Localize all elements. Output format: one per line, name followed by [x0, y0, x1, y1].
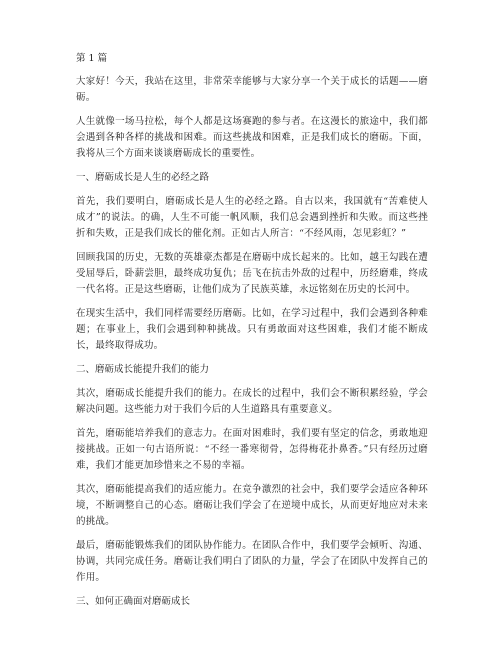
section-heading: 三、如何正确面对磨砺成长: [76, 596, 191, 607]
paragraph: 最后，磨砺能锻炼我们的团队协作能力。在团队合作中，我们要学会倾听、沟通、协调，共同完成任务。磨砺让我们明白了团队的力量，学会了在团队中发挥自己的作用。: [76, 540, 428, 583]
paragraph: 首先，磨砺能培养我们的意志力。在面对困难时，我们要有坚定的信念，勇敢地迎接挑战。正如一句古语所说：“不经一番寒彻骨，怎得梅花扑鼻香。”只有经历过磨难，我们才能更加珍惜来之不易的幸福。: [76, 428, 428, 471]
section-heading: 一、磨砺成长是人生的必经之路: [76, 172, 210, 183]
page-label: 第 1 篇: [76, 53, 108, 64]
paragraph: 首先，我们要明白，磨砺成长是人生的必经之路。自古以来，我国就有“苦难使人成才”的说法。的确，人生不可能一帆风顺，我们总会遇到挫折和失败。而这些挫折和失败，正是我们成长的催化剂。正如古人所言：“不经风雨，怎见彩虹？”: [76, 196, 428, 239]
paragraph: 其次，磨砺成长能提升我们的能力。在成长的过程中，我们会不断积累经验，学会解决问题。这些能力对于我们今后的人生道路具有重要意义。: [76, 388, 428, 415]
paragraph: 回顾我国的历史，无数的英雄豪杰都是在磨砺中成长起来的。比如，越王勾践在遭受屈辱后，卧薪尝胆，最终成功复仇；岳飞在抗击外敌的过程中，历经磨难，终成一代名将。正是这些磨砺，让他们成为了民族英雄，永远铭刻在历史的长河中。: [76, 252, 428, 295]
paragraph: 大家好！今天，我站在这里，非常荣幸能够与大家分享一个关于成长的话题——磨砺。: [76, 76, 428, 103]
paragraph: 在现实生活中，我们同样需要经历磨砺。比如，在学习过程中，我们会遇到各种难题；在事业上，我们会遇到种种挑战。只有勇敢面对这些困难，我们才能不断成长，最终取得成功。: [76, 308, 428, 351]
section-heading: 二、磨砺成长能提升我们的能力: [76, 364, 210, 375]
document-page: [76, 52, 428, 618]
paragraph: 人生就像一场马拉松，每个人都是这场赛跑的参与者。在这漫长的旅途中，我们都会遇到各种各样的挑战和困难。而这些挑战和困难，正是我们成长的磨砺。下面，我将从三个方面来谈谈磨砺成长的重要性。: [76, 116, 428, 159]
paragraph: 其次，磨砺能提高我们的适应能力。在竞争激烈的社会中，我们要学会适应各种环境，不断调整自己的心态。磨砺让我们学会了在逆境中成长，从而更好地应对未来的挑战。: [76, 484, 428, 527]
